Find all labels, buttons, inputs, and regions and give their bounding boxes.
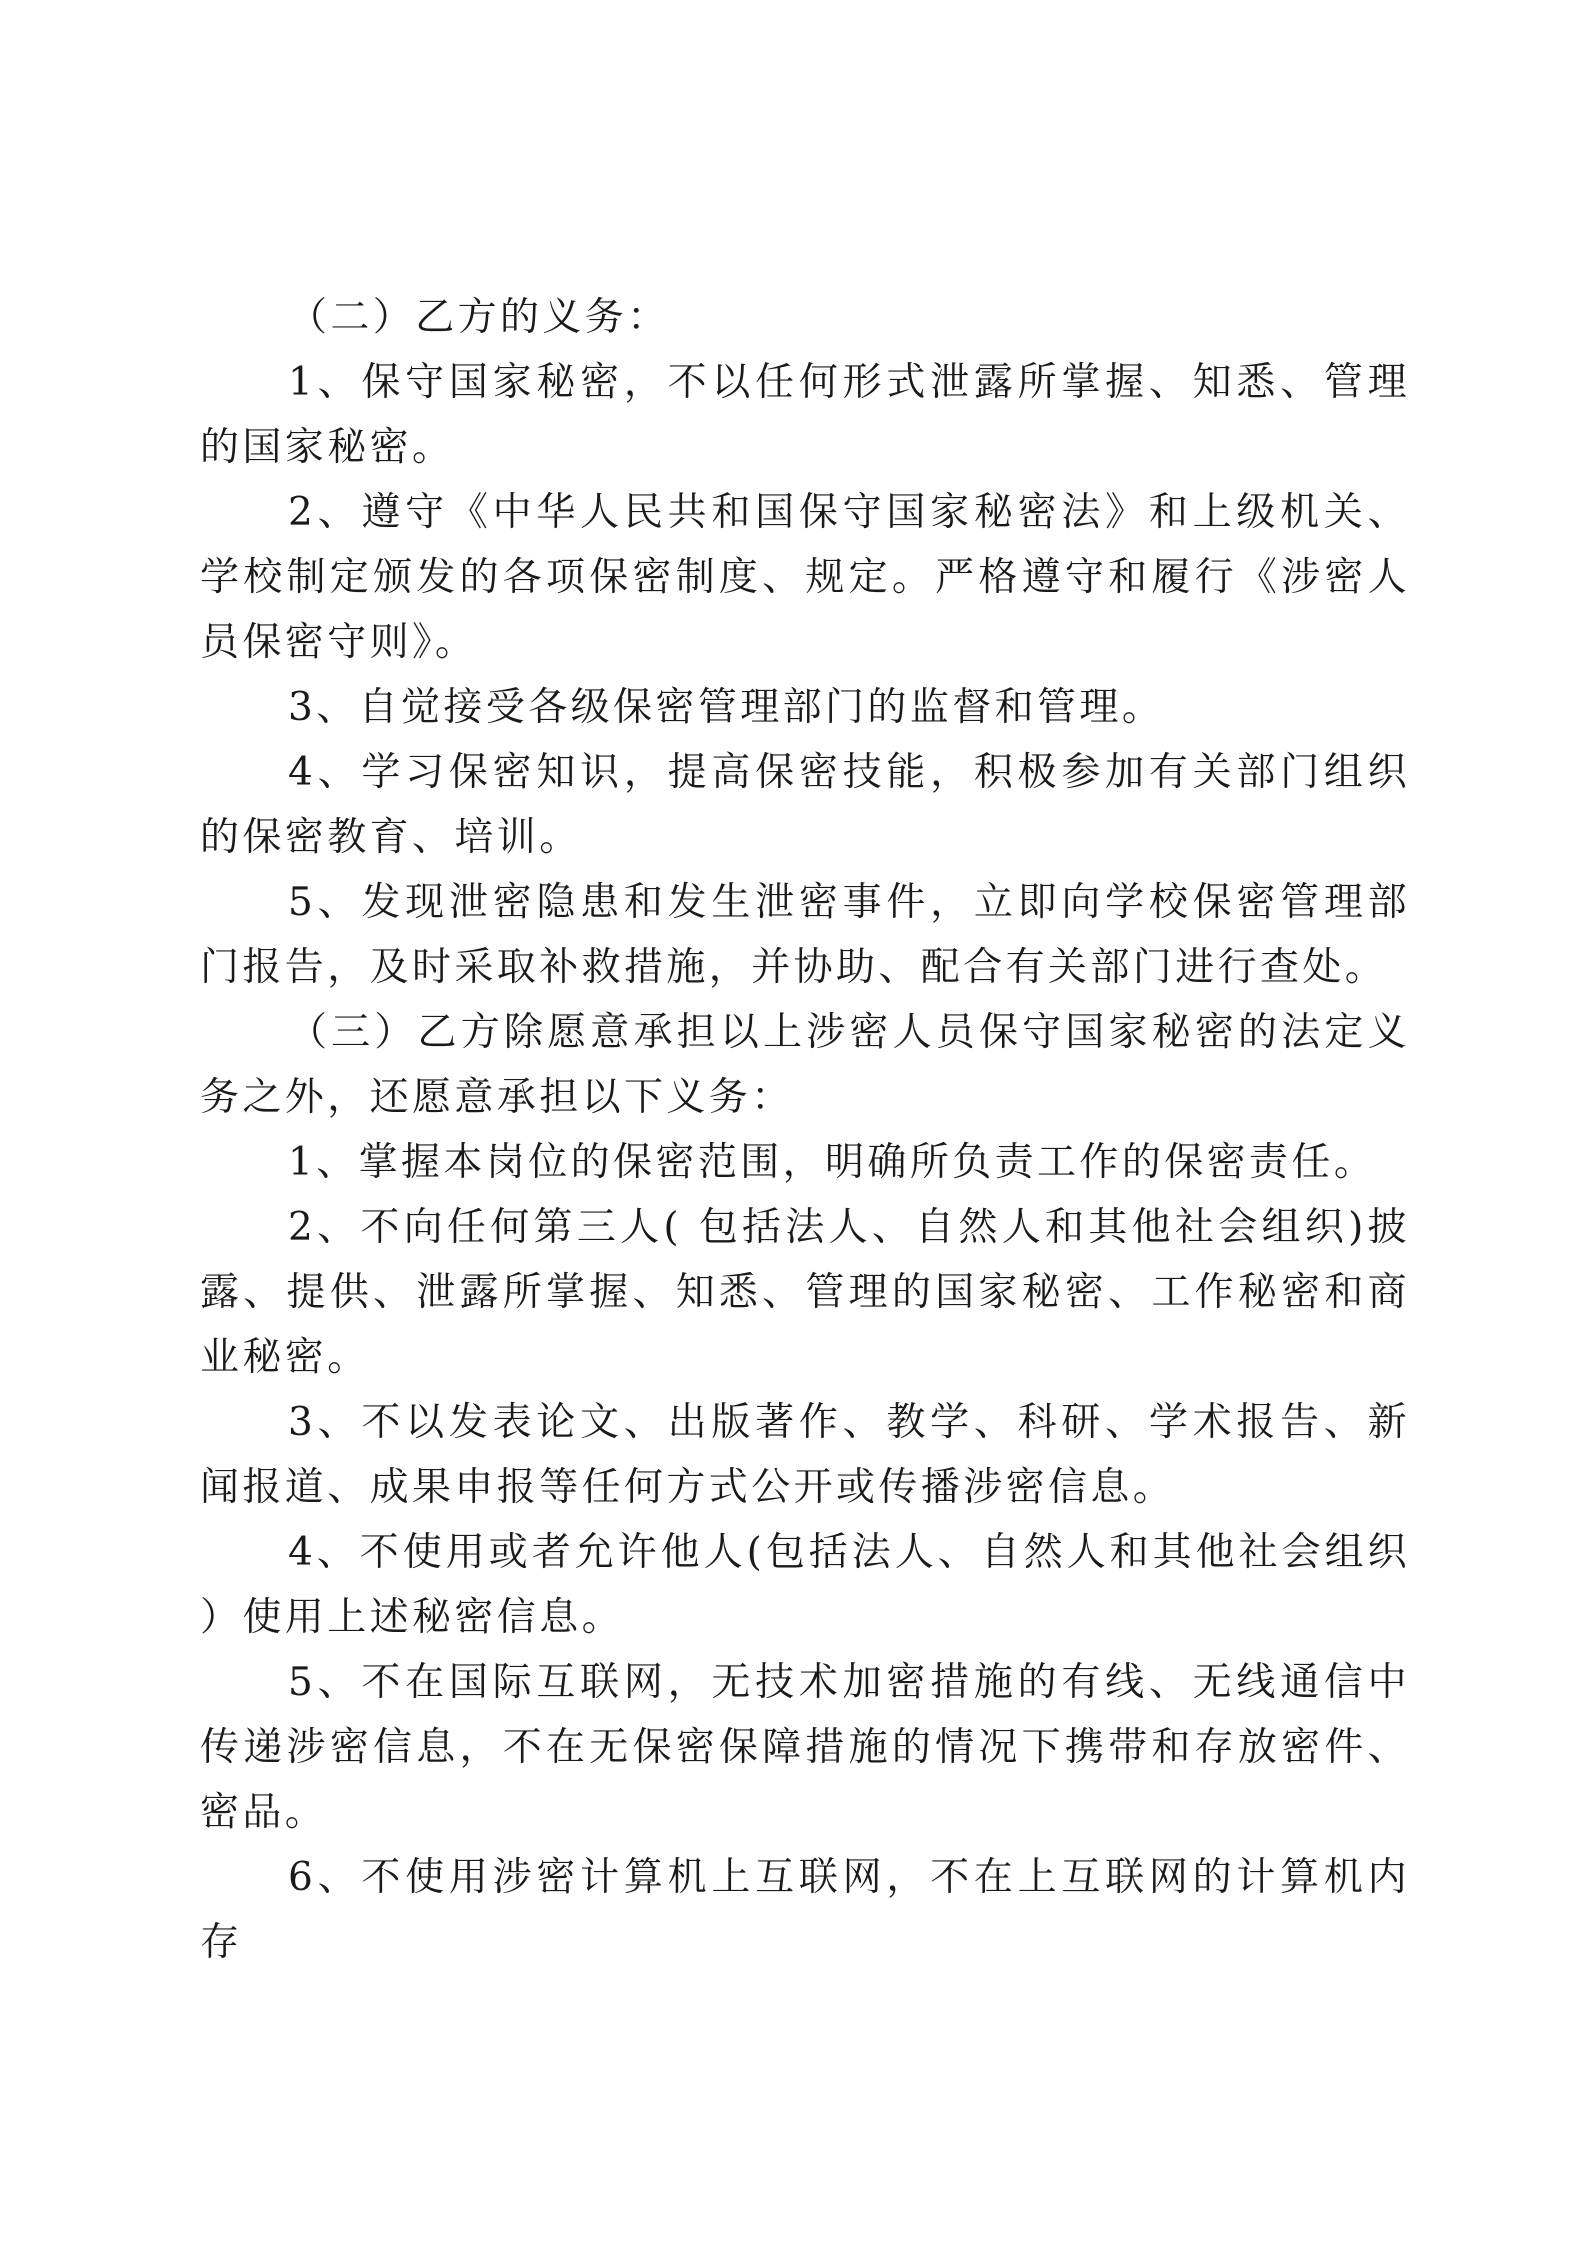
document-body [200, 285, 1410, 1975]
section-3-item-6: 6、不使用涉密计算机上互联网，不在上互联网的计算机内存 [200, 1855, 1410, 1965]
section-2-item-2: 2、遵守《中华人民共和国保守国家秘密法》和上级机关、学校制定颁发的各项保密制度、规定。严格遵守和履行《涉密人员保密守则》。 [200, 490, 1410, 665]
section-3-item-1: 1、掌握本岗位的保密范围，明确所负责工作的保密责任。 [288, 1140, 1377, 1185]
section-3-item-5: 5、不在国际互联网，无技术加密措施的有线、无线通信中传递涉密信息，不在无保密保障措施的情况下携带和存放密件、密品。 [200, 1660, 1410, 1835]
section-2-heading: （二）乙方的义务： [288, 295, 670, 340]
section-3-item-3: 3、不以发表论文、出版著作、教学、科研、学术报告、新闻报道、成果申报等任何方式公开或传播涉密信息。 [200, 1400, 1410, 1510]
section-2-item-1: 1、保守国家秘密，不以任何形式泄露所掌握、知悉、管理的国家秘密。 [200, 360, 1410, 470]
section-3-item-4: 4、不使用或者允许他人(包括法人、自然人和其他社会组织 ）使用上述秘密信息。 [200, 1530, 1410, 1640]
section-3-heading: （三）乙方除愿意承担以上涉密人员保守国家秘密的法定义务之外，还愿意承担以下义务： [200, 1010, 1410, 1120]
section-2-item-4: 4、学习保密知识，提高保密技能，积极参加有关部门组织的保密教育、培训。 [200, 750, 1410, 860]
section-2-item-5: 5、发现泄密隐患和发生泄密事件，立即向学校保密管理部门报告，及时采取补救措施，并协助、配合有关部门进行查处。 [200, 880, 1410, 990]
section-2-item-3: 3、自觉接受各级保密管理部门的监督和管理。 [288, 685, 1165, 730]
section-3-item-2: 2、不向任何第三人( 包括法人、自然人和其他社会组织)披露、提供、泄露所掌握、知悉、管理的国家秘密、工作秘密和商业秘密。 [200, 1205, 1410, 1380]
